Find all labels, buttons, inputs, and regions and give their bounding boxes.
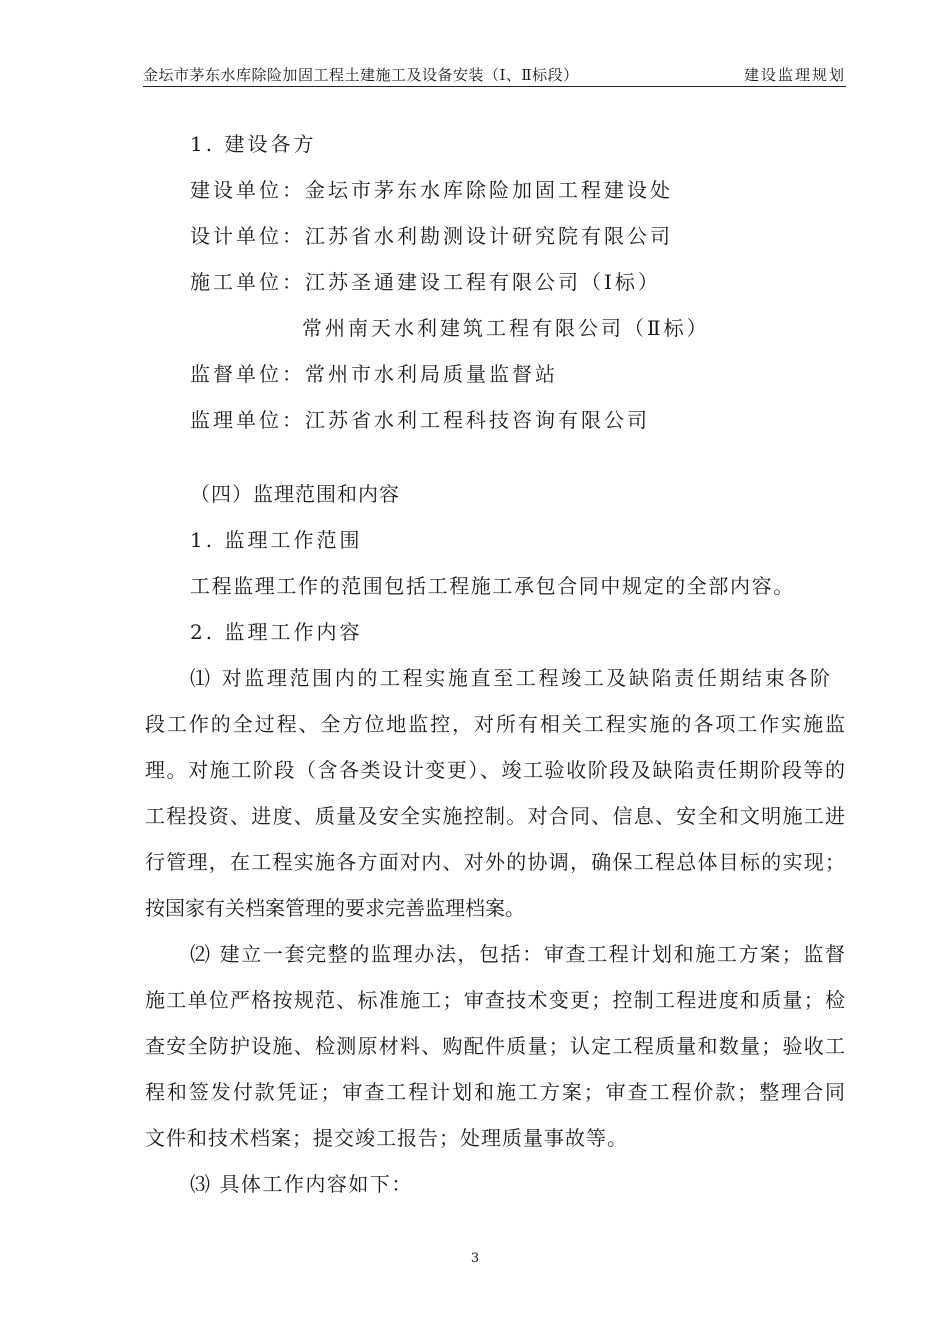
paragraph-line: 程和签发付款凭证；审查工程计划和施工方案；审查工程价款；整理合同: [145, 1080, 845, 1104]
scope-sub2-heading: 2. 监理工作内容: [190, 620, 363, 644]
paragraph-line: ⑵ 建立一套完整的监理办法，包括：审查工程计划和施工方案；监督: [190, 942, 845, 966]
header-divider: [143, 86, 846, 87]
supervisor-line: 监督单位：常州市水利局质量监督站: [190, 362, 558, 386]
paragraph-line: 段工作的全过程、全方位地监控，对所有相关工程实施的各项工作实施监: [145, 712, 845, 736]
paragraph-line: 文件和技术档案；提交竣工报告；处理质量事故等。: [145, 1126, 628, 1150]
consultant-line: 监理单位：江苏省水利工程科技咨询有限公司: [190, 408, 650, 432]
paragraph-line: 按国家有关档案管理的要求完善监理档案。: [145, 896, 525, 920]
scope-sub1-heading: 1. 监理工作范围: [190, 528, 363, 552]
paragraph-line: ⑴ 对监理范围内的工程实施直至工程竣工及缺陷责任期结束各阶: [190, 666, 830, 690]
paragraph-line: 理。对施工阶段（含各类设计变更）、竣工验收阶段及缺陷责任期阶段等的: [145, 758, 845, 782]
paragraph-line: 查安全防护设施、检测原材料、购配件质量；认定工程质量和数量；验收工: [145, 1034, 845, 1058]
parties-heading: 1. 建设各方: [190, 132, 317, 156]
contractor-line-2: 常州南天水利建筑工程有限公司（Ⅱ标）: [302, 316, 710, 340]
header-project-title: 金坛市茅东水库除险加固工程土建施工及设备安装（Ⅰ、Ⅱ标段）: [143, 66, 579, 84]
paragraph-line: 施工单位严格按规范、标准施工；审查技术变更；控制工程进度和质量；检: [145, 988, 845, 1012]
scope-heading: （四）监理范围和内容: [190, 482, 400, 506]
paragraph-line: 行管理，在工程实施各方面对内、对外的协调，确保工程总体目标的实现；: [145, 850, 845, 874]
scope-sub1-text: 工程监理工作的范围包括工程施工承包合同中规定的全部内容。: [190, 574, 795, 598]
paragraph-line: 工程投资、进度、质量及安全实施控制。对合同、信息、安全和文明施工进: [145, 804, 845, 828]
owner-line: 建设单位：金坛市茅东水库除险加固工程建设处: [190, 178, 673, 202]
designer-line: 设计单位：江苏省水利勘测设计研究院有限公司: [190, 224, 673, 248]
contractor-line-1: 施工单位：江苏圣通建设工程有限公司（Ⅰ标）: [190, 270, 661, 294]
item-3-line: ⑶ 具体工作内容如下：: [190, 1172, 413, 1196]
header-doc-type: 建设监理规划: [743, 66, 846, 84]
page-number: 3: [470, 1251, 480, 1266]
